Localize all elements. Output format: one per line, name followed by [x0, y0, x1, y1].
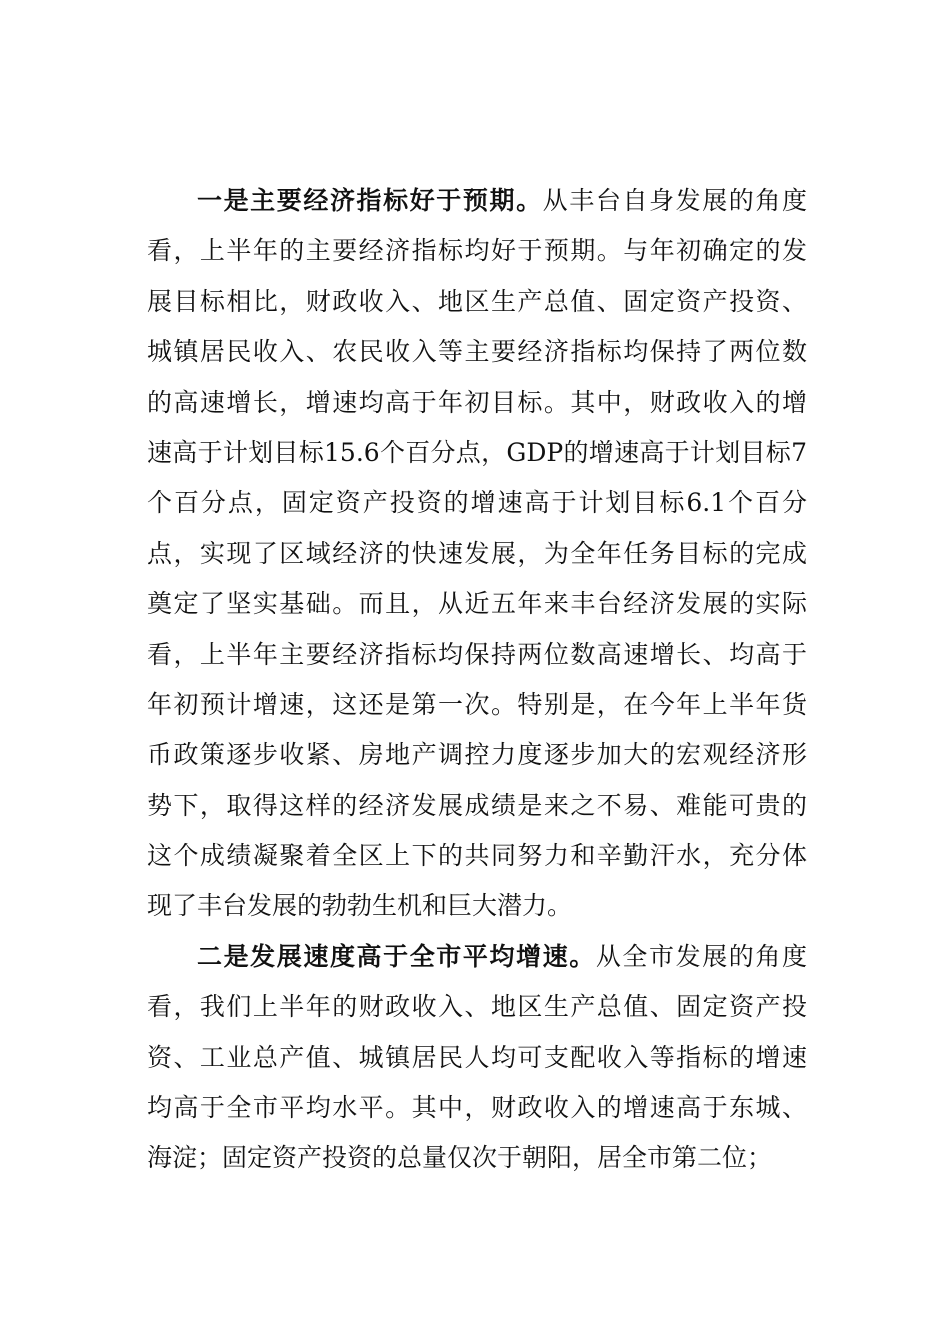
body-text [147, 176, 807, 1184]
paragraph-line: 势下，取得这样的经济发展成绩是来之不易、难能可贵的 [147, 790, 807, 820]
paragraph-line [147, 932, 807, 982]
paragraph-economic-indicators [147, 176, 807, 932]
paragraph-growth-speed [147, 932, 807, 1184]
paragraph-line: 币政策逐步收紧、房地产调控力度逐步加大的宏观经济形 [147, 740, 807, 770]
paragraph-line: 点，实现了区域经济的快速发展，为全年任务目标的完成 [147, 538, 807, 568]
paragraph-line: 个百分点，固定资产投资的增速高于计划目标6.1个百分 [147, 488, 807, 518]
paragraph-line: 资、工业总产值、城镇居民人均可支配收入等指标的增速 [147, 1042, 807, 1072]
paragraph-line: 看，上半年主要经济指标均保持两位数高速增长、均高于 [147, 639, 807, 669]
paragraph-line: 速高于计划目标15.6个百分点，GDP的增速高于计划目标7 [147, 437, 807, 467]
paragraph-lead-heading: 一是主要经济指标好于预期。 [197, 186, 543, 215]
paragraph-line: 海淀；固定资产投资的总量仅次于朝阳，居全市第二位； [147, 1143, 773, 1173]
paragraph-line: 展目标相比，财政收入、地区生产总值、固定资产投资、 [147, 286, 807, 316]
paragraph-line: 现了丰台发展的勃勃生机和巨大潜力。 [147, 891, 573, 921]
paragraph-lead-heading: 二是发展速度高于全市平均增速。 [197, 941, 596, 971]
paragraph-line [147, 176, 807, 226]
paragraph-line: 看，我们上半年的财政收入、地区生产总值、固定资产投 [147, 992, 807, 1022]
paragraph-text: 从全市发展的角度 [595, 941, 807, 971]
paragraph-text: 从丰台自身发展的角度 [542, 186, 807, 215]
paragraph-line: 这个成绩凝聚着全区上下的共同努力和辛勤汗水，充分体 [147, 841, 807, 871]
paragraph-line: 城镇居民收入、农民收入等主要经济指标均保持了两位数 [147, 337, 807, 367]
paragraph-line: 均高于全市平均水平。其中，财政收入的增速高于东城、 [147, 1093, 807, 1123]
paragraph-line: 年初预计增速，这还是第一次。特别是，在今年上半年货 [147, 689, 807, 719]
paragraph-line: 的高速增长，增速均高于年初目标。其中，财政收入的增 [147, 387, 807, 417]
paragraph-line: 奠定了坚实基础。而且，从近五年来丰台经济发展的实际 [147, 589, 807, 619]
paragraph-line: 看，上半年的主要经济指标均好于预期。与年初确定的发 [147, 236, 807, 266]
